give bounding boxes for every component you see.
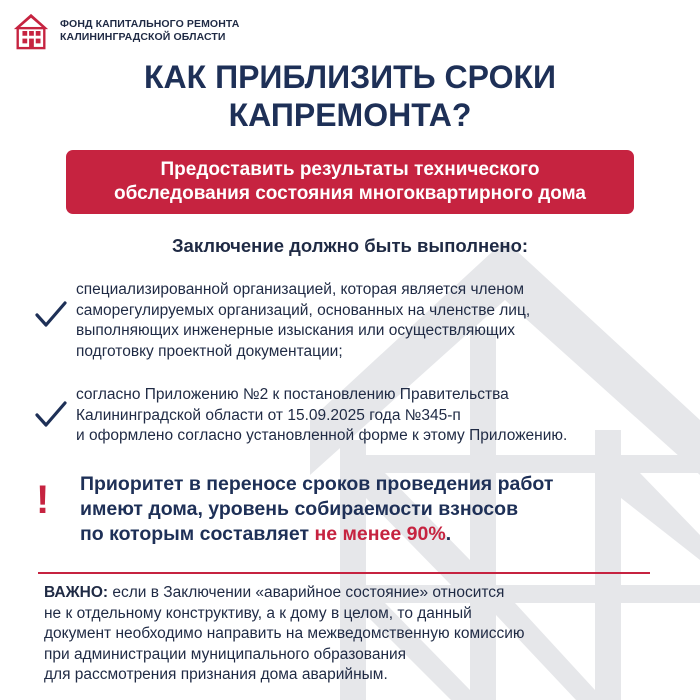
- org-name-line2: КАЛИНИНГРАДСКОЙ ОБЛАСТИ: [60, 31, 226, 43]
- note-line4: при администрации муниципального образования: [44, 645, 407, 663]
- list-item-line: согласно Приложению №2 к постановлению Правительства: [76, 386, 509, 403]
- note-line1: если в Заключении «аварийное состояние» относится: [108, 584, 505, 601]
- page-title-line2: КАПРЕМОНТА?: [228, 97, 472, 133]
- priority-line3-prefix: по которым составляет: [80, 523, 315, 545]
- priority-statement: [80, 472, 680, 547]
- list-item-line: специализированной организацией, которая является членом: [76, 281, 525, 298]
- note-label: ВАЖНО:: [44, 584, 109, 601]
- list-item-line: выполняющих инженерные изыскания или осуществляющих: [76, 322, 516, 339]
- priority-line3: [80, 522, 680, 547]
- checkmark-icon: [34, 400, 68, 428]
- exclamation-icon: !: [36, 478, 50, 522]
- list-item-line: Калининградской области от 15.09.2025 года №345-п: [76, 406, 461, 424]
- note-line5: для рассмотрения признания дома аварийным.: [44, 666, 388, 683]
- list-item: [76, 280, 686, 362]
- list-item-line: и оформлено согласно установленной форме к этому Приложению.: [76, 427, 568, 444]
- priority-threshold: не менее 90%: [314, 523, 446, 545]
- org-header: [12, 12, 239, 50]
- note-line2: не к отдельному конструктиву, а к дому в целом, то данный: [44, 604, 472, 622]
- org-name: [60, 18, 239, 44]
- banner-line1: Предоставить результаты технического: [160, 159, 540, 180]
- house-grid-logo-icon: [12, 12, 50, 50]
- conclusion-subheading: Заключение должно быть выполнено:: [171, 235, 529, 256]
- priority-line2: имеют дома, уровень собираемости взносов: [80, 498, 519, 520]
- list-item-line: подготовку проектной документации;: [76, 342, 343, 360]
- list-item: [76, 385, 686, 447]
- note-line3: документ необходимо направить на межведомственную комиссию: [44, 625, 525, 642]
- list-item-line: саморегулируемых организаций, основанных на членстве лиц,: [76, 301, 531, 319]
- priority-line1: Приоритет в переносе сроков проведения работ: [80, 473, 554, 495]
- page-title-line1: КАК ПРИБЛИЗИТЬ СРОКИ: [144, 59, 556, 95]
- priority-line3-suffix: .: [445, 523, 452, 545]
- important-note: [44, 583, 684, 686]
- banner-line2: обследования состояния многоквартирного дома: [113, 183, 586, 204]
- requirement-banner: [66, 150, 634, 214]
- page-title: [0, 58, 700, 134]
- note-divider: [38, 572, 650, 574]
- checkmark-icon: [34, 300, 68, 328]
- org-name-line1: ФОНД КАПИТАЛЬНОГО РЕМОНТА: [60, 18, 240, 30]
